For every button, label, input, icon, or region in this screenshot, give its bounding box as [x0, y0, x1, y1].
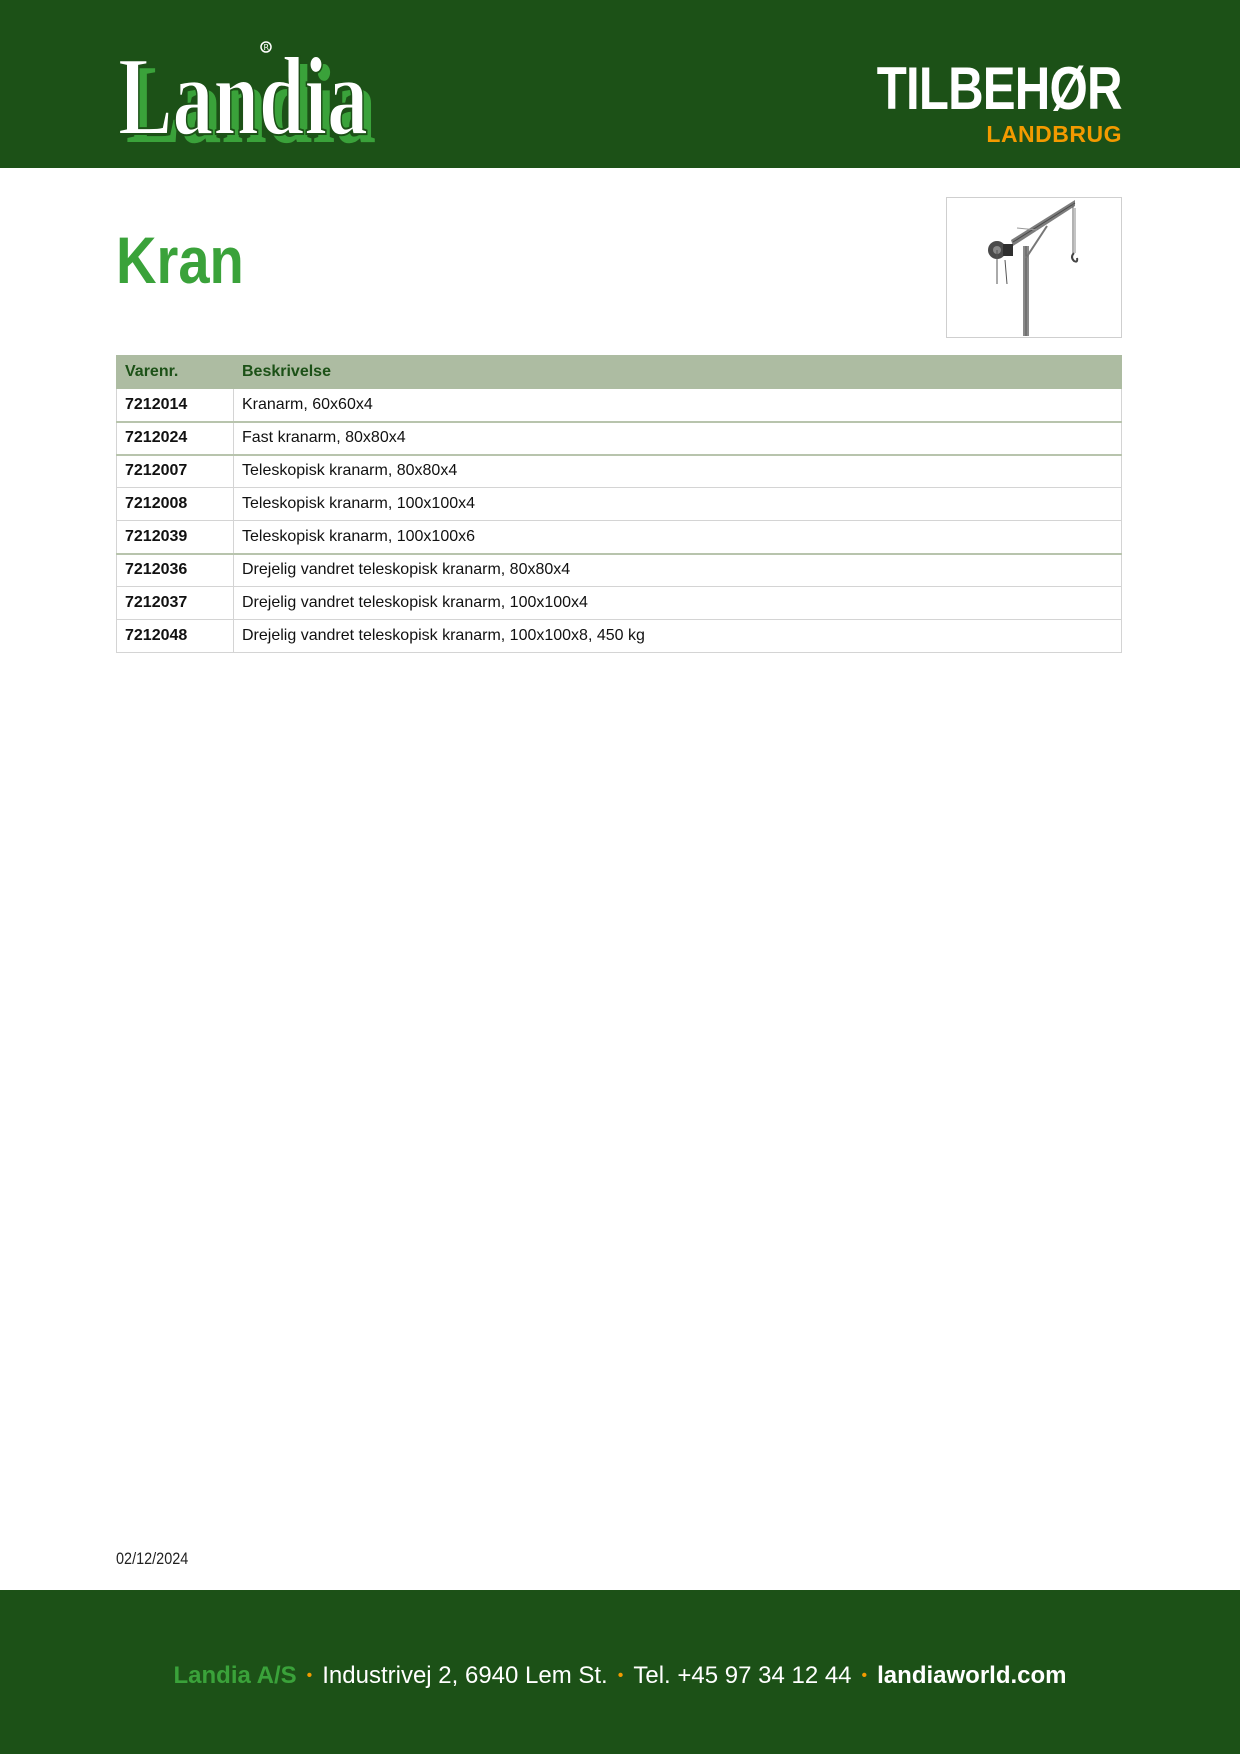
column-header-desc: Beskrivelse [234, 356, 1122, 389]
item-number: 7212024 [117, 422, 234, 455]
item-description: Teleskopisk kranarm, 80x80x4 [234, 455, 1122, 488]
bullet-separator: • [617, 1667, 624, 1684]
table-row [117, 422, 1122, 455]
item-number: 7212037 [117, 587, 234, 620]
item-description: Fast kranarm, 80x80x4 [234, 422, 1122, 455]
svg-text:R: R [263, 43, 270, 52]
footer-phone: Tel. +45 97 34 12 44 [633, 1662, 852, 1689]
table-header-row [117, 356, 1122, 389]
table-row [117, 488, 1122, 521]
bullet-separator: • [861, 1667, 868, 1684]
landia-logo [116, 38, 380, 150]
crane-arm-image [946, 197, 1122, 338]
table-row [117, 620, 1122, 653]
table-row [117, 389, 1122, 422]
svg-text:Landia: Landia [118, 38, 368, 150]
item-number: 7212036 [117, 554, 234, 587]
category-title: TILBEHØR [877, 55, 1122, 122]
item-description: Kranarm, 60x60x4 [234, 389, 1122, 422]
footer-website-link[interactable]: landiaworld.com [877, 1662, 1067, 1689]
item-number: 7212039 [117, 521, 234, 554]
item-description: Drejelig vandret teleskopisk kranarm, 100x100x8, 450 kg [234, 620, 1122, 653]
item-description: Teleskopisk kranarm, 100x100x4 [234, 488, 1122, 521]
page-footer [0, 1590, 1240, 1754]
item-number: 7212048 [117, 620, 234, 653]
footer-company: Landia A/S [173, 1662, 297, 1689]
item-description: Drejelig vandret teleskopisk kranarm, 100x100x4 [234, 587, 1122, 620]
table-row [117, 521, 1122, 554]
bullet-separator: • [306, 1667, 313, 1684]
table-row [117, 554, 1122, 587]
column-header-nr: Varenr. [117, 356, 234, 389]
product-table [116, 355, 1122, 653]
footer-address: Industrivej 2, 6940 Lem St. [322, 1662, 608, 1689]
item-description: Drejelig vandret teleskopisk kranarm, 80x80x4 [234, 554, 1122, 587]
item-number: 7212014 [117, 389, 234, 422]
page-title: Kran [116, 223, 244, 297]
document-date: 02/12/2024 [116, 1549, 189, 1568]
item-number: 7212007 [117, 455, 234, 488]
footer-contact-line [0, 1660, 1240, 1692]
table-row [117, 455, 1122, 488]
category-subtitle: LANDBRUG [986, 121, 1122, 147]
svg-text:Landia: Landia [126, 43, 376, 150]
page-header [0, 0, 1240, 168]
item-description: Teleskopisk kranarm, 100x100x6 [234, 521, 1122, 554]
item-number: 7212008 [117, 488, 234, 521]
table-row [117, 587, 1122, 620]
